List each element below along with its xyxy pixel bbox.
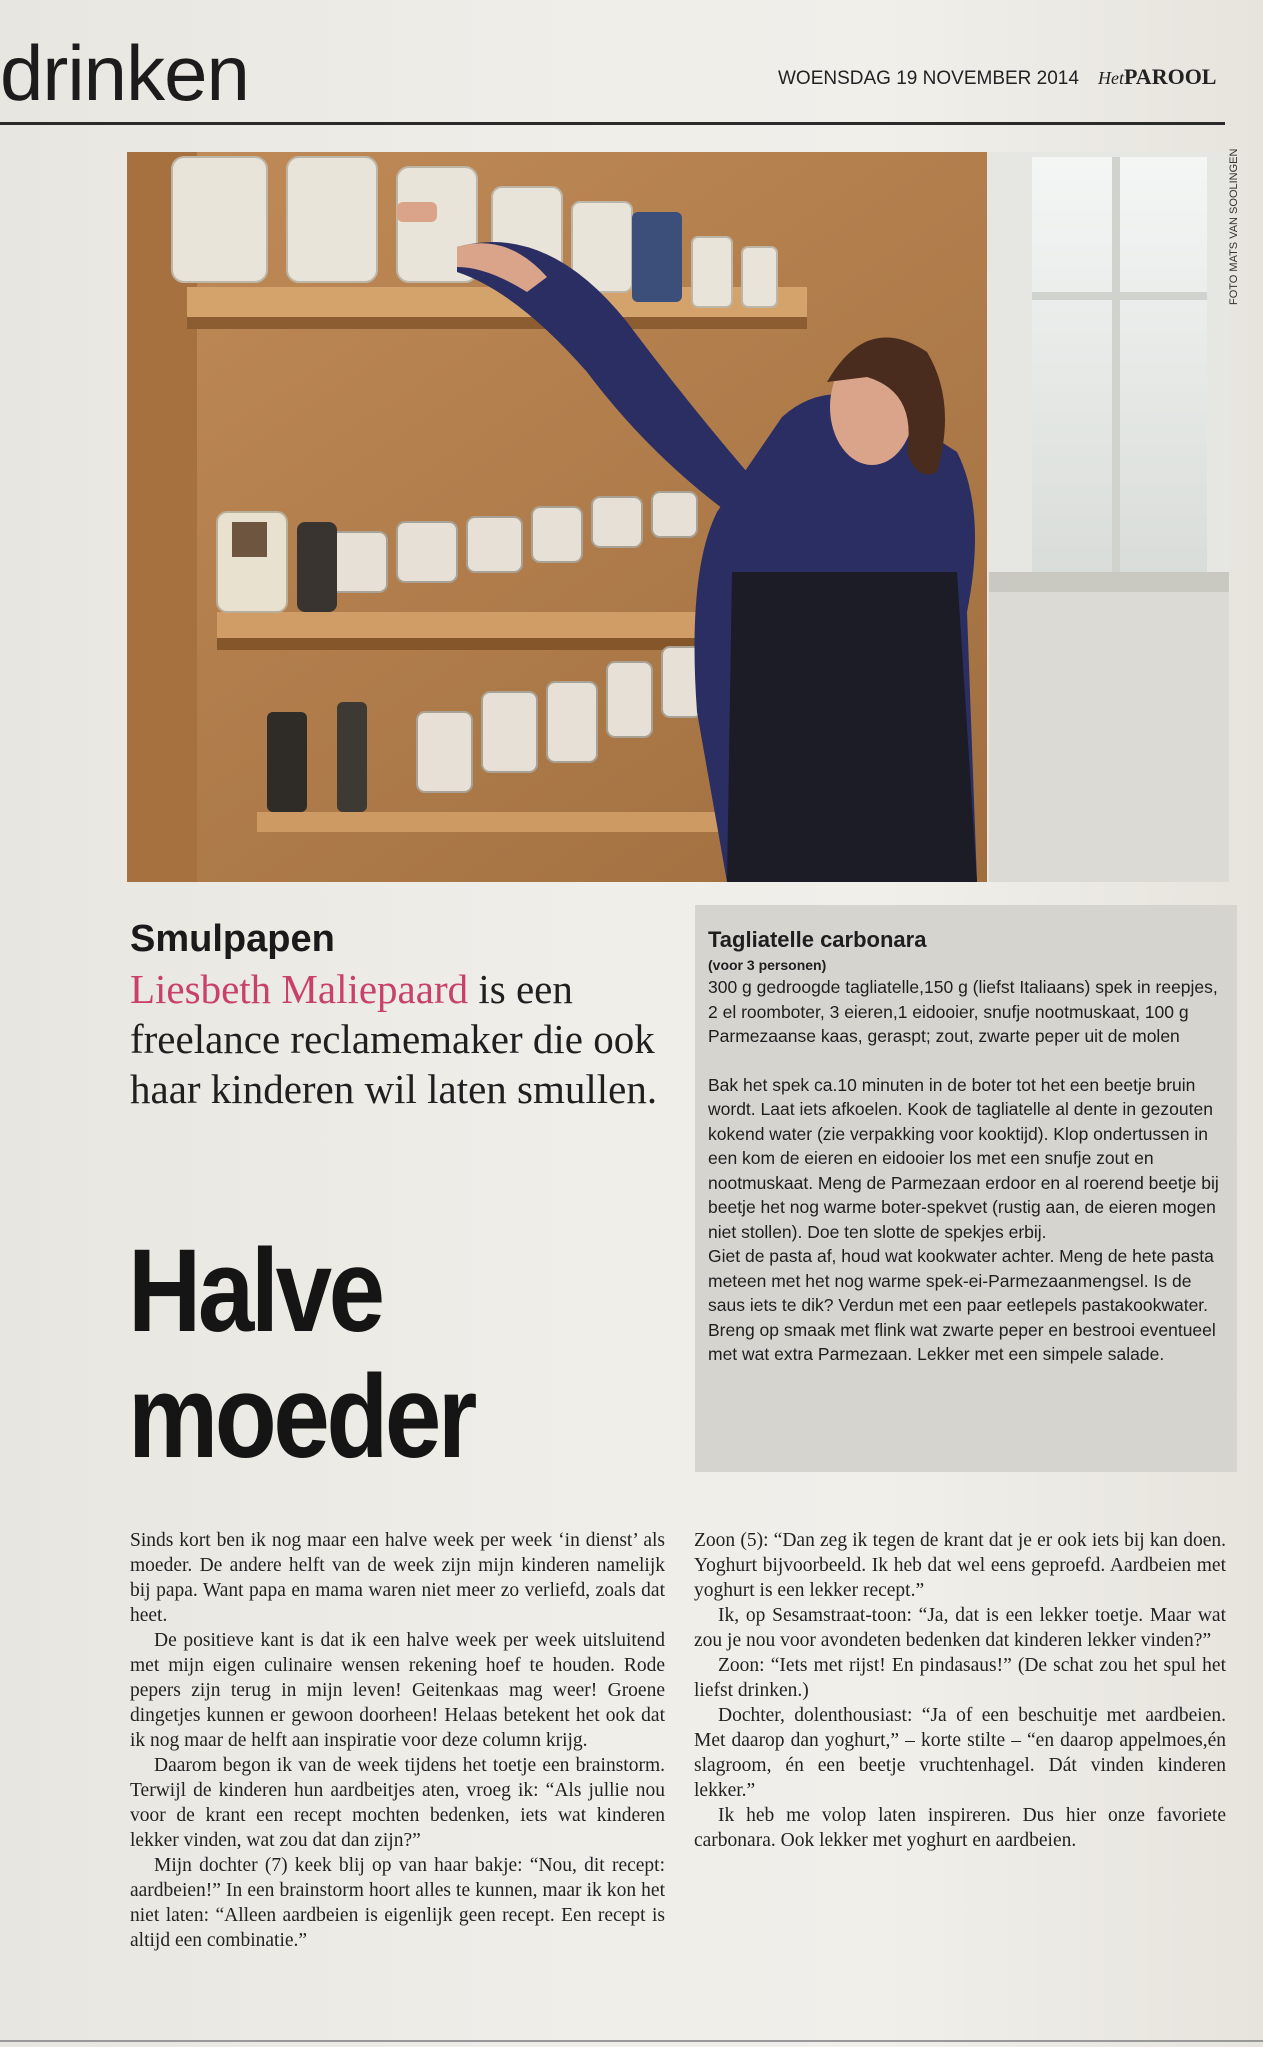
section-title: drinken xyxy=(0,29,249,117)
recipe-ingredients: 300 g gedroogde tagliatelle,150 g (liefst Italiaans) spek in reepjes, 2 el roomboter, 3 eieren,1 eidooier, snufje nootmuskaat, 100 g Parmezaanse kaas, geraspt; zout, zwarte peper uit de molen xyxy=(708,977,1218,1046)
header-rule xyxy=(0,122,1225,125)
kitchen-photo-illustration xyxy=(127,152,1230,882)
body-paragraph: Sinds kort ben ik nog maar een halve week per week ‘in dienst’ als moeder. De andere helft van de week zijn mijn kinderen namelijk bij papa. Want papa en mama waren niet meer zo verliefd, zoals dat heet. xyxy=(130,1530,665,1626)
recipe-serves: (voor 3 personen) xyxy=(708,957,827,973)
body-paragraph: Zoon: “Iets met rijst! En pindasaus!” (De schat zou het spul het liefst drinken.) xyxy=(694,1655,1226,1701)
body-paragraph: Zoon (5): “Dan zeg ik tegen de krant dat je er ook iets bij kan doen. Yoghurt bijvoorbeeld. Ik heb dat wel eens geproefd. Aardbeien met yoghurt is een lekker recept.” xyxy=(694,1530,1226,1601)
recipe-steps-2: Giet de pasta af, houd wat kookwater achter. Meng de hete pasta meteen met het nog warme spek-ei-Parmezaanmengsel. Is de saus iets te dik? Verdun met een paar eetlepels pastakookwater. Breng op smaak met flink wat zwarte peper en bestrooi eventueel met wat extra Parmezaan. Lekker met een simpele salade. xyxy=(708,1246,1216,1364)
body-paragraph: Ik, op Sesamstraat-toon: “Ja, dat is een lekker toetje. Maar wat zou je nou voor avondeten bedenken dat kinderen lekker vinden?” xyxy=(694,1605,1226,1651)
photo-credit: FOTO MATS VAN SOOLINGEN xyxy=(1228,148,1240,305)
newspaper-logo-prefix: Het xyxy=(1098,68,1124,88)
recipe-box xyxy=(695,905,1237,1472)
body-paragraph: Daarom begon ik van de week tijdens het toetje een brainstorm. Terwijl de kinderen hun aardbeitjes aten, vroeg ik: “Als jullie nou voor de krant een recept mochten bedenken, iets wat kinderen lekker vinden, wat zou dat dan zijn?” xyxy=(130,1755,665,1851)
recipe-steps-1: Bak het spek ca.10 minuten in de boter tot het een beetje bruin wordt. Laat iets afkoelen. Kook de tagliatelle al dente in gezouten kokend water (zie verpakking voor kooktijd). Klop ondertussen in een kom de eieren en eidooier los met een snufje zout en nootmuskaat. Meng de Parmezaan erdoor en al roerend beetje bij beetje het nog warme boter-spekvet (rustig aan, de eieren mogen niet stollen). Doe ten slotte de spekjes erbij. xyxy=(708,1074,1219,1242)
body-column-right xyxy=(694,1528,1226,1853)
page-bottom-rule xyxy=(0,2040,1263,2042)
recipe-title: Tagliatelle carbonara xyxy=(708,927,927,952)
body-paragraph: Ik heb me volop laten inspireren. Dus hier onze favoriete carbonara. Ook lekker met yoghurt en aardbeien. xyxy=(694,1805,1226,1851)
newspaper-logo-name: PAROOL xyxy=(1124,64,1217,89)
headline-line-1: Halve xyxy=(128,1225,382,1357)
body-column-left xyxy=(130,1528,665,1953)
body-paragraph: Mijn dochter (7) keek blij op van haar bakje: “Nou, dit recept: aardbeien!” In een brainstorm hoort alles te kunnen, maar ik kon het niet laten: “Alleen aardbeien is eigenlijk geen recept. Een recept is altijd een combinatie.” xyxy=(130,1855,665,1951)
headline xyxy=(128,1225,610,1483)
body-paragraph: De positieve kant is dat ik een halve week per week uitsluitend met mijn eigen culinaire wensen rekening hoef te houden. Rode pepers zijn terug in mijn leven! Geitenkaas mag weer! Groene dingetjes kunnen er gewoon doorheen! Helaas betekent het ook dat ik nog maar de helft aan inspiratie voor deze column krijg. xyxy=(130,1630,665,1751)
kitchen-photo xyxy=(127,152,1230,882)
column-kicker: Smulpapen xyxy=(130,918,335,960)
intro-description: is een freelance reclamemaker die ook haar kinderen wil laten smullen. xyxy=(130,966,658,1112)
author-name: Liesbeth Maliepaard xyxy=(130,966,469,1012)
intro-text xyxy=(130,964,690,1114)
headline-line-2: moeder xyxy=(128,1351,474,1483)
dateline: WOENSDAG 19 NOVEMBER 2014 xyxy=(778,68,1079,89)
body-paragraph: Dochter, dolenthousiast: “Ja of een beschuitje met aardbeien. Met daarop dan yoghurt,” – korte stilte – “en daarop appelmoes,én slagroom, én een beetje vruchtenhagel. Dát vinden kinderen lekker.” xyxy=(694,1705,1226,1801)
newspaper-logo xyxy=(1098,64,1216,90)
